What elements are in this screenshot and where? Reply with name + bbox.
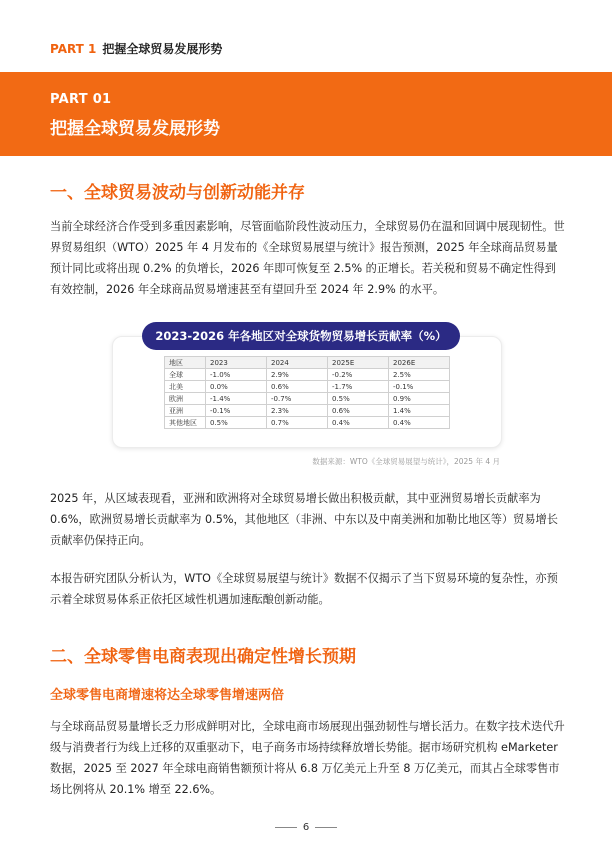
table-cell: 0.5% [206,417,267,429]
table-cell: 0.4% [328,417,389,429]
page-number-value: 6 [302,822,310,833]
table-cell: 亚洲 [165,405,206,417]
page-number-rule-right [315,827,337,828]
table-row [165,405,450,417]
table-row [165,393,450,405]
chapter-eyebrow: PART 01 [50,92,112,107]
section1-paragraph-2: 2025 年，从区域表现看，亚洲和欧洲将对全球贸易增长做出积极贡献，其中亚洲贸易增长贡献率为 0.6%，欧洲贸易增长贡献率为 0.5%，其他地区（非洲、中东以及中南美洲和加勒比地区等）贸易增长贡献率仍保持正向。 [50,492,558,547]
chart-source: 数据来源：WTO《全球贸易展望与统计》，2025 年 4 月 [312,457,500,466]
table-cell: 0.4% [389,417,450,429]
table-cell: 0.9% [389,393,450,405]
table-cell: -1.7% [328,381,389,393]
table-cell: -0.1% [206,405,267,417]
chart-title: 2023-2026 年各地区对全球货物贸易增长贡献率（%） [142,322,460,350]
table-cell: -0.1% [389,381,450,393]
table-cell: -1.4% [206,393,267,405]
table-cell: 0.6% [328,405,389,417]
table-header-cell: 2023 [206,357,267,369]
table-header-row [165,357,450,369]
chapter-banner [0,72,612,156]
table-header-cell: 2025E [328,357,389,369]
table-header-cell: 2026E [389,357,450,369]
table-cell: 1.4% [389,405,450,417]
section2-paragraph-1: 与全球商品贸易量增长乏力形成鲜明对比，全球电商市场展现出强劲韧性与增长活力。在数字技术迭代升级与消费者行为线上迁移的双重驱动下，电子商务市场持续释放增长势能。据市场研究机构 eMarketer 数据，2025 至 2027 年全球电商销售额预计将从 6.8 万亿美元上升至 8 万亿美元，而其占全球零售市场比例将从 20.1% 增至 22.6%。 [50,720,565,796]
section2-heading: 二、全球零售电商表现出确定性增长预期 [50,647,356,667]
page-number [0,822,612,833]
table-cell: 北美 [165,381,206,393]
running-header [50,40,222,57]
running-header-part: PART 1 [50,42,97,56]
table-cell: -0.2% [328,369,389,381]
table-cell: 0.5% [328,393,389,405]
table-cell: 全球 [165,369,206,381]
section1-heading: 一、全球贸易波动与创新动能并存 [50,183,305,203]
table-cell: 欧洲 [165,393,206,405]
page-number-rule-left [275,827,297,828]
table-cell: -0.7% [267,393,328,405]
running-header-title: 把握全球贸易发展形势 [102,42,223,56]
table-cell: 2.5% [389,369,450,381]
data-table [164,356,450,429]
table-cell: 2.9% [267,369,328,381]
table-cell: 0.6% [267,381,328,393]
table-cell: -1.0% [206,369,267,381]
table-header-cell: 2024 [267,357,328,369]
chapter-title: 把握全球贸易发展形势 [50,119,220,139]
table-cell: 2.3% [267,405,328,417]
table-row [165,417,450,429]
section2-subheading: 全球零售电商增速将达全球零售增速两倍 [50,688,285,703]
section1-paragraph-1: 当前全球经济合作受到多重因素影响，尽管面临阶段性波动压力，全球贸易仍在温和回调中展现韧性。世界贸易组织（WTO）2025 年 4 月发布的《全球贸易展望与统计》报告预测，2025 年全球商品贸易量预计同比或将出现 0.2% 的负增长，2026 年即可恢复至 2.5% 的正增长。若关税和贸易不确定性得到有效控制，2026 年全球商品贸易增速甚至有望回升至 2024 年 2.9% 的水平。 [50,220,565,296]
table-row [165,369,450,381]
table-cell: 0.0% [206,381,267,393]
table-row [165,381,450,393]
table-header-cell: 地区 [165,357,206,369]
table-cell: 0.7% [267,417,328,429]
section1-paragraph-3: 本报告研究团队分析认为，WTO《全球贸易展望与统计》数据不仅揭示了当下贸易环境的复杂性，亦预示着全球贸易体系正依托区域性机遇加速酝酿创新动能。 [50,572,558,606]
table-cell: 其他地区 [165,417,206,429]
